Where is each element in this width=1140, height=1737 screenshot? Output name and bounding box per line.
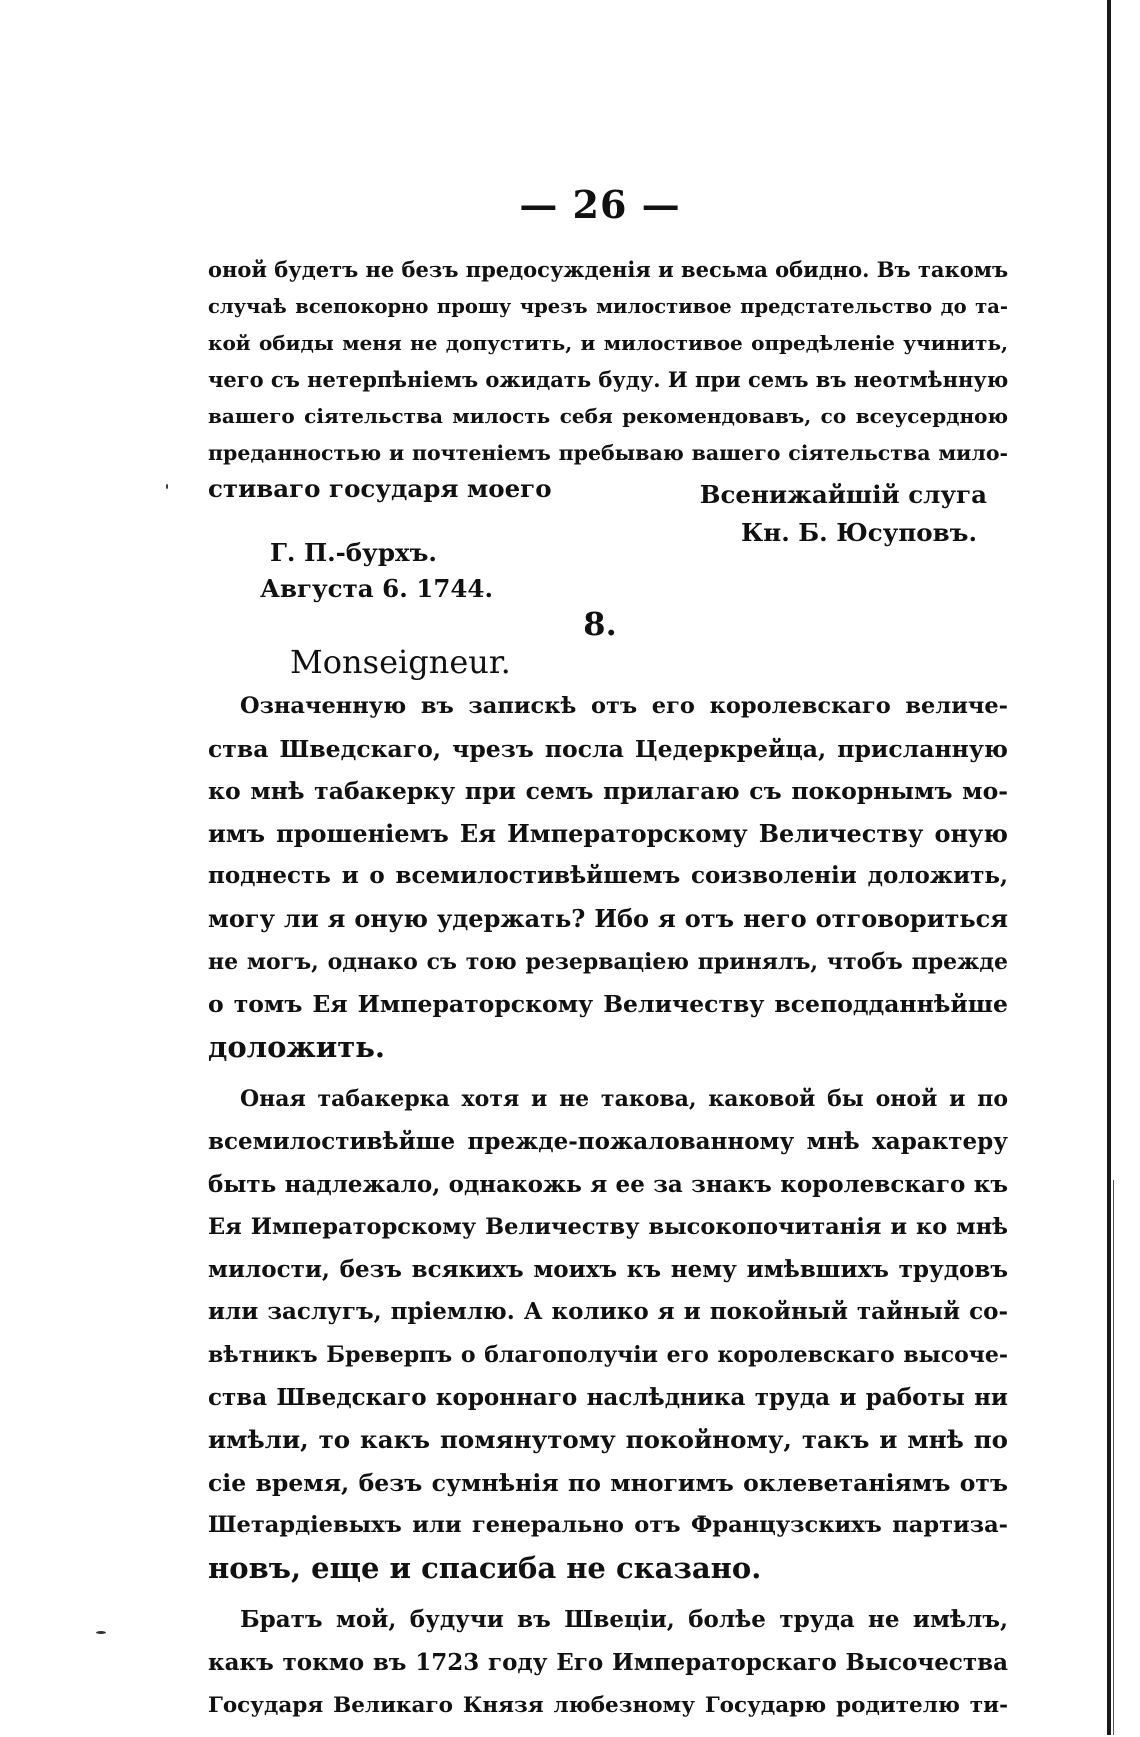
paragraph [208, 1599, 1008, 1727]
page-number: — 26 — [519, 182, 681, 227]
text-line: всемилостивѣйше прежде-пожалованному мнѣ характеру [208, 1127, 1008, 1155]
text-line: милости, безъ всякихъ моихъ къ нему имѣвшихъ трудовъ [208, 1255, 1008, 1283]
text-line: доложить. [208, 1029, 386, 1064]
text-line: Означенную въ запискѣ отъ его королевскаго величе- [240, 693, 1008, 719]
text-line: ства Шведскаго короннаго наслѣдника труда и работы ни [208, 1383, 1008, 1411]
text-line: имъ прошеніемъ Ея Императорскому Величеству оную [208, 818, 1008, 848]
text-line: Оная табакерка хотя и не такова, каковой бы оной и по [240, 1086, 1008, 1113]
page-edge-line-thin [1113, 1180, 1114, 1735]
text-line: кой обиды меня не допустить, и милостивое опредѣленіе учинить, [208, 331, 1008, 355]
paragraph [208, 685, 1008, 1068]
text-line: ко мнѣ табакерку при семъ прилагаю съ покорнымъ мо- [208, 777, 1008, 806]
text-line: ства Шведскаго, чрезъ посла Цедеркрейца, присланную [208, 734, 1008, 763]
letter-7-closing-text [208, 252, 1008, 508]
text-line: оной будетъ не безъ предосужденія и весьма обидно. Въ такомъ [208, 257, 1009, 282]
date: Августа 6. 1744. [260, 574, 494, 603]
text-line: Ея Императорскому Величеству высокопочитанія и ко мнѣ [208, 1214, 1008, 1241]
text-line: вашего сіятельства милость себя рекомендовавъ, со всеусердною [208, 404, 1008, 428]
place: Г. П.-бурхъ. [270, 538, 437, 567]
scan-speck [166, 484, 168, 489]
text-line: Братъ мой, будучи въ Швеціи, болѣе труда не имѣлъ, [240, 1606, 1008, 1634]
text-line: поднесть и о всемилостивѣйшемъ соизволеніи доложить, [208, 862, 1008, 890]
text-line: стиваго государя моего [208, 474, 552, 503]
paragraph [208, 1078, 1008, 1589]
text-line: Государя Великаго Князя любезному Государю родителю ти- [208, 1692, 1008, 1718]
text-line: какъ токмо въ 1723 году Его Императорскаго Высочества [208, 1649, 1008, 1677]
text-line: чего съ нетерпѣніемъ ожидать буду. И при семъ въ неотмѣнную [208, 366, 1009, 392]
scan-speck [96, 1631, 106, 1634]
letter-8-body [208, 685, 1008, 1737]
text-line: сіе время, безъ сумнѣнія по многимъ оклеветаніямъ отъ [208, 1468, 1008, 1497]
text-line: имѣли, то какъ помянутому покойному, такъ и мнѣ по [208, 1425, 1008, 1455]
place-date-block [260, 535, 493, 607]
signature-line: Всенижайшій слуга [699, 480, 987, 509]
signature-name: Кн. Б. Юсуповъ. [740, 518, 977, 547]
letter-number: 8. [583, 605, 617, 643]
signature-block [700, 476, 987, 552]
text-line: могу ли я оную удержать? Ибо я отъ него отговориться [208, 903, 1008, 933]
text-line: или заслугъ, пріемлю. А колико я и покойный тайный со- [208, 1298, 1008, 1326]
text-line: преданностью и почтеніемъ пребываю вашего сіятельства мило- [208, 440, 1008, 465]
salutation: Monseigneur. [290, 643, 511, 681]
text-line: быть надлежало, однакожь я ее за знакъ королевскаго къ [208, 1170, 1008, 1198]
text-line: случаѣ всепокорно прошу чрезъ милостивое предстательство до та- [208, 294, 1008, 318]
text-line: новъ, еще и спасиба не сказано. [208, 1550, 762, 1585]
text-line: Шетардіевыхъ или генерально отъ Французскихъ партиза- [208, 1512, 1008, 1539]
page-edge-line [1107, 0, 1111, 1735]
text-line: вѣтникъ Бреверпъ о благополучіи его королевскаго высоче- [208, 1341, 1008, 1368]
text-line: не могъ, однако съ тою резерваціею принялъ, чтобъ прежде [208, 948, 1008, 975]
text-line: о томъ Ея Императорскому Величеству всеподданнѣйше [208, 990, 1008, 1019]
